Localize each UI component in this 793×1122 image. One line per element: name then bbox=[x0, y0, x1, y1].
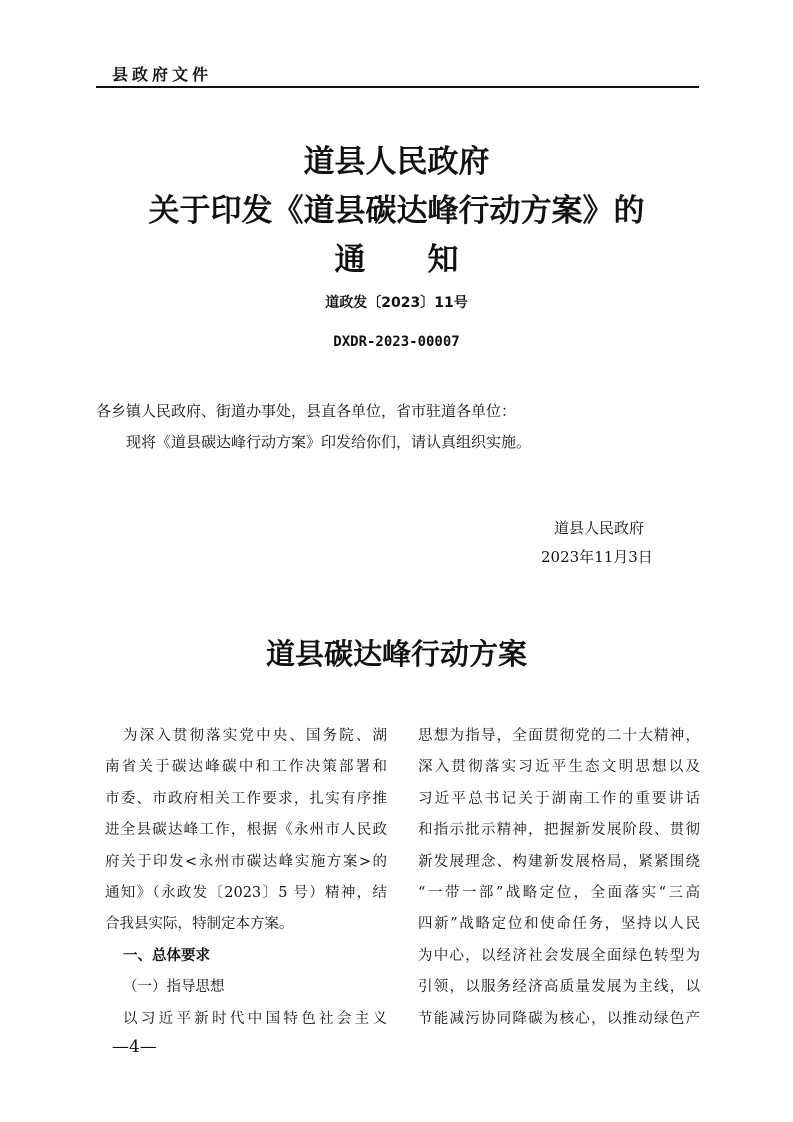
document-header-label: 县政府文件 bbox=[112, 65, 213, 84]
issue-date: 2023年11月3日 bbox=[541, 548, 653, 566]
paragraph-line: “一带一部”战略定位，全面落实“三高 bbox=[418, 885, 700, 902]
paragraph-line: 市委、市政府相关工作要求，扎实有序推 bbox=[105, 790, 387, 807]
subsection-heading: （一）指导思想 bbox=[123, 979, 225, 996]
paragraph-line: 以习近平新时代中国特色社会主义 bbox=[123, 1010, 387, 1027]
paragraph-line: 合我县实际，特制定本方案。 bbox=[105, 916, 294, 933]
issuer-signature: 道县人民政府 bbox=[554, 519, 645, 537]
paragraph-line: 思想为指导，全面贯彻党的二十大精神， bbox=[418, 728, 700, 744]
notice-addressee: 各乡镇人民政府、街道办事处，县直各单位，省市驻道各单位： bbox=[96, 402, 517, 420]
paragraph-line: 深入贯彻落实习近平生态文明思想以及 bbox=[418, 759, 700, 776]
document-code: DXDR-2023-00007 bbox=[333, 334, 460, 350]
plan-left-column bbox=[105, 721, 387, 1035]
notice-title-char-2: 知 bbox=[427, 242, 459, 278]
notice-title-char-1: 通 bbox=[334, 242, 366, 278]
page-number: —4— bbox=[112, 1037, 157, 1057]
paragraph-line: 南省关于碳达峰碳中和工作决策部署和 bbox=[105, 759, 387, 776]
plan-right-column bbox=[418, 721, 700, 1035]
notice-title-line-1: 道县人民政府 bbox=[303, 144, 490, 180]
paragraph-line: 府关于印发<永州市碳达峰实施方案>的 bbox=[105, 853, 387, 870]
document-number: 道政发〔2023〕11号 bbox=[325, 295, 468, 311]
paragraph-line: 为深入贯彻落实党中央、国务院、湖 bbox=[123, 728, 387, 744]
paragraph-line: 四新”战略定位和使命任务，坚持以人民 bbox=[418, 916, 700, 933]
paragraph-line: 新发展理念、构建新发展格局，紧紧围绕 bbox=[418, 853, 700, 870]
notice-title-line-2: 关于印发《道县碳达峰行动方案》的 bbox=[148, 193, 645, 229]
paragraph-line: 和指示批示精神，把握新发展阶段、贯彻 bbox=[418, 822, 700, 839]
section-heading: 一、总体要求 bbox=[123, 947, 210, 964]
paragraph-line: 节能减污协同降碳为核心，以推动绿色产 bbox=[418, 1010, 700, 1027]
paragraph-line: 引领，以服务经济高质量发展为主线，以 bbox=[418, 979, 700, 996]
paragraph-line: 进全县碳达峰工作，根据《永州市人民政 bbox=[105, 822, 387, 839]
paragraph-line: 通知》（永政发〔2023〕5 号）精神，结 bbox=[105, 885, 387, 902]
notice-title-line-3 bbox=[0, 240, 793, 280]
notice-body: 现将《道县碳达峰行动方案》印发给你们，请认真组织实施。 bbox=[126, 433, 532, 451]
plan-title: 道县碳达峰行动方案 bbox=[265, 637, 527, 671]
paragraph-line: 为中心，以经济社会发展全面绿色转型为 bbox=[418, 947, 700, 964]
paragraph-line: 习近平总书记关于湖南工作的重要讲话 bbox=[418, 790, 700, 807]
header-divider bbox=[96, 86, 699, 88]
